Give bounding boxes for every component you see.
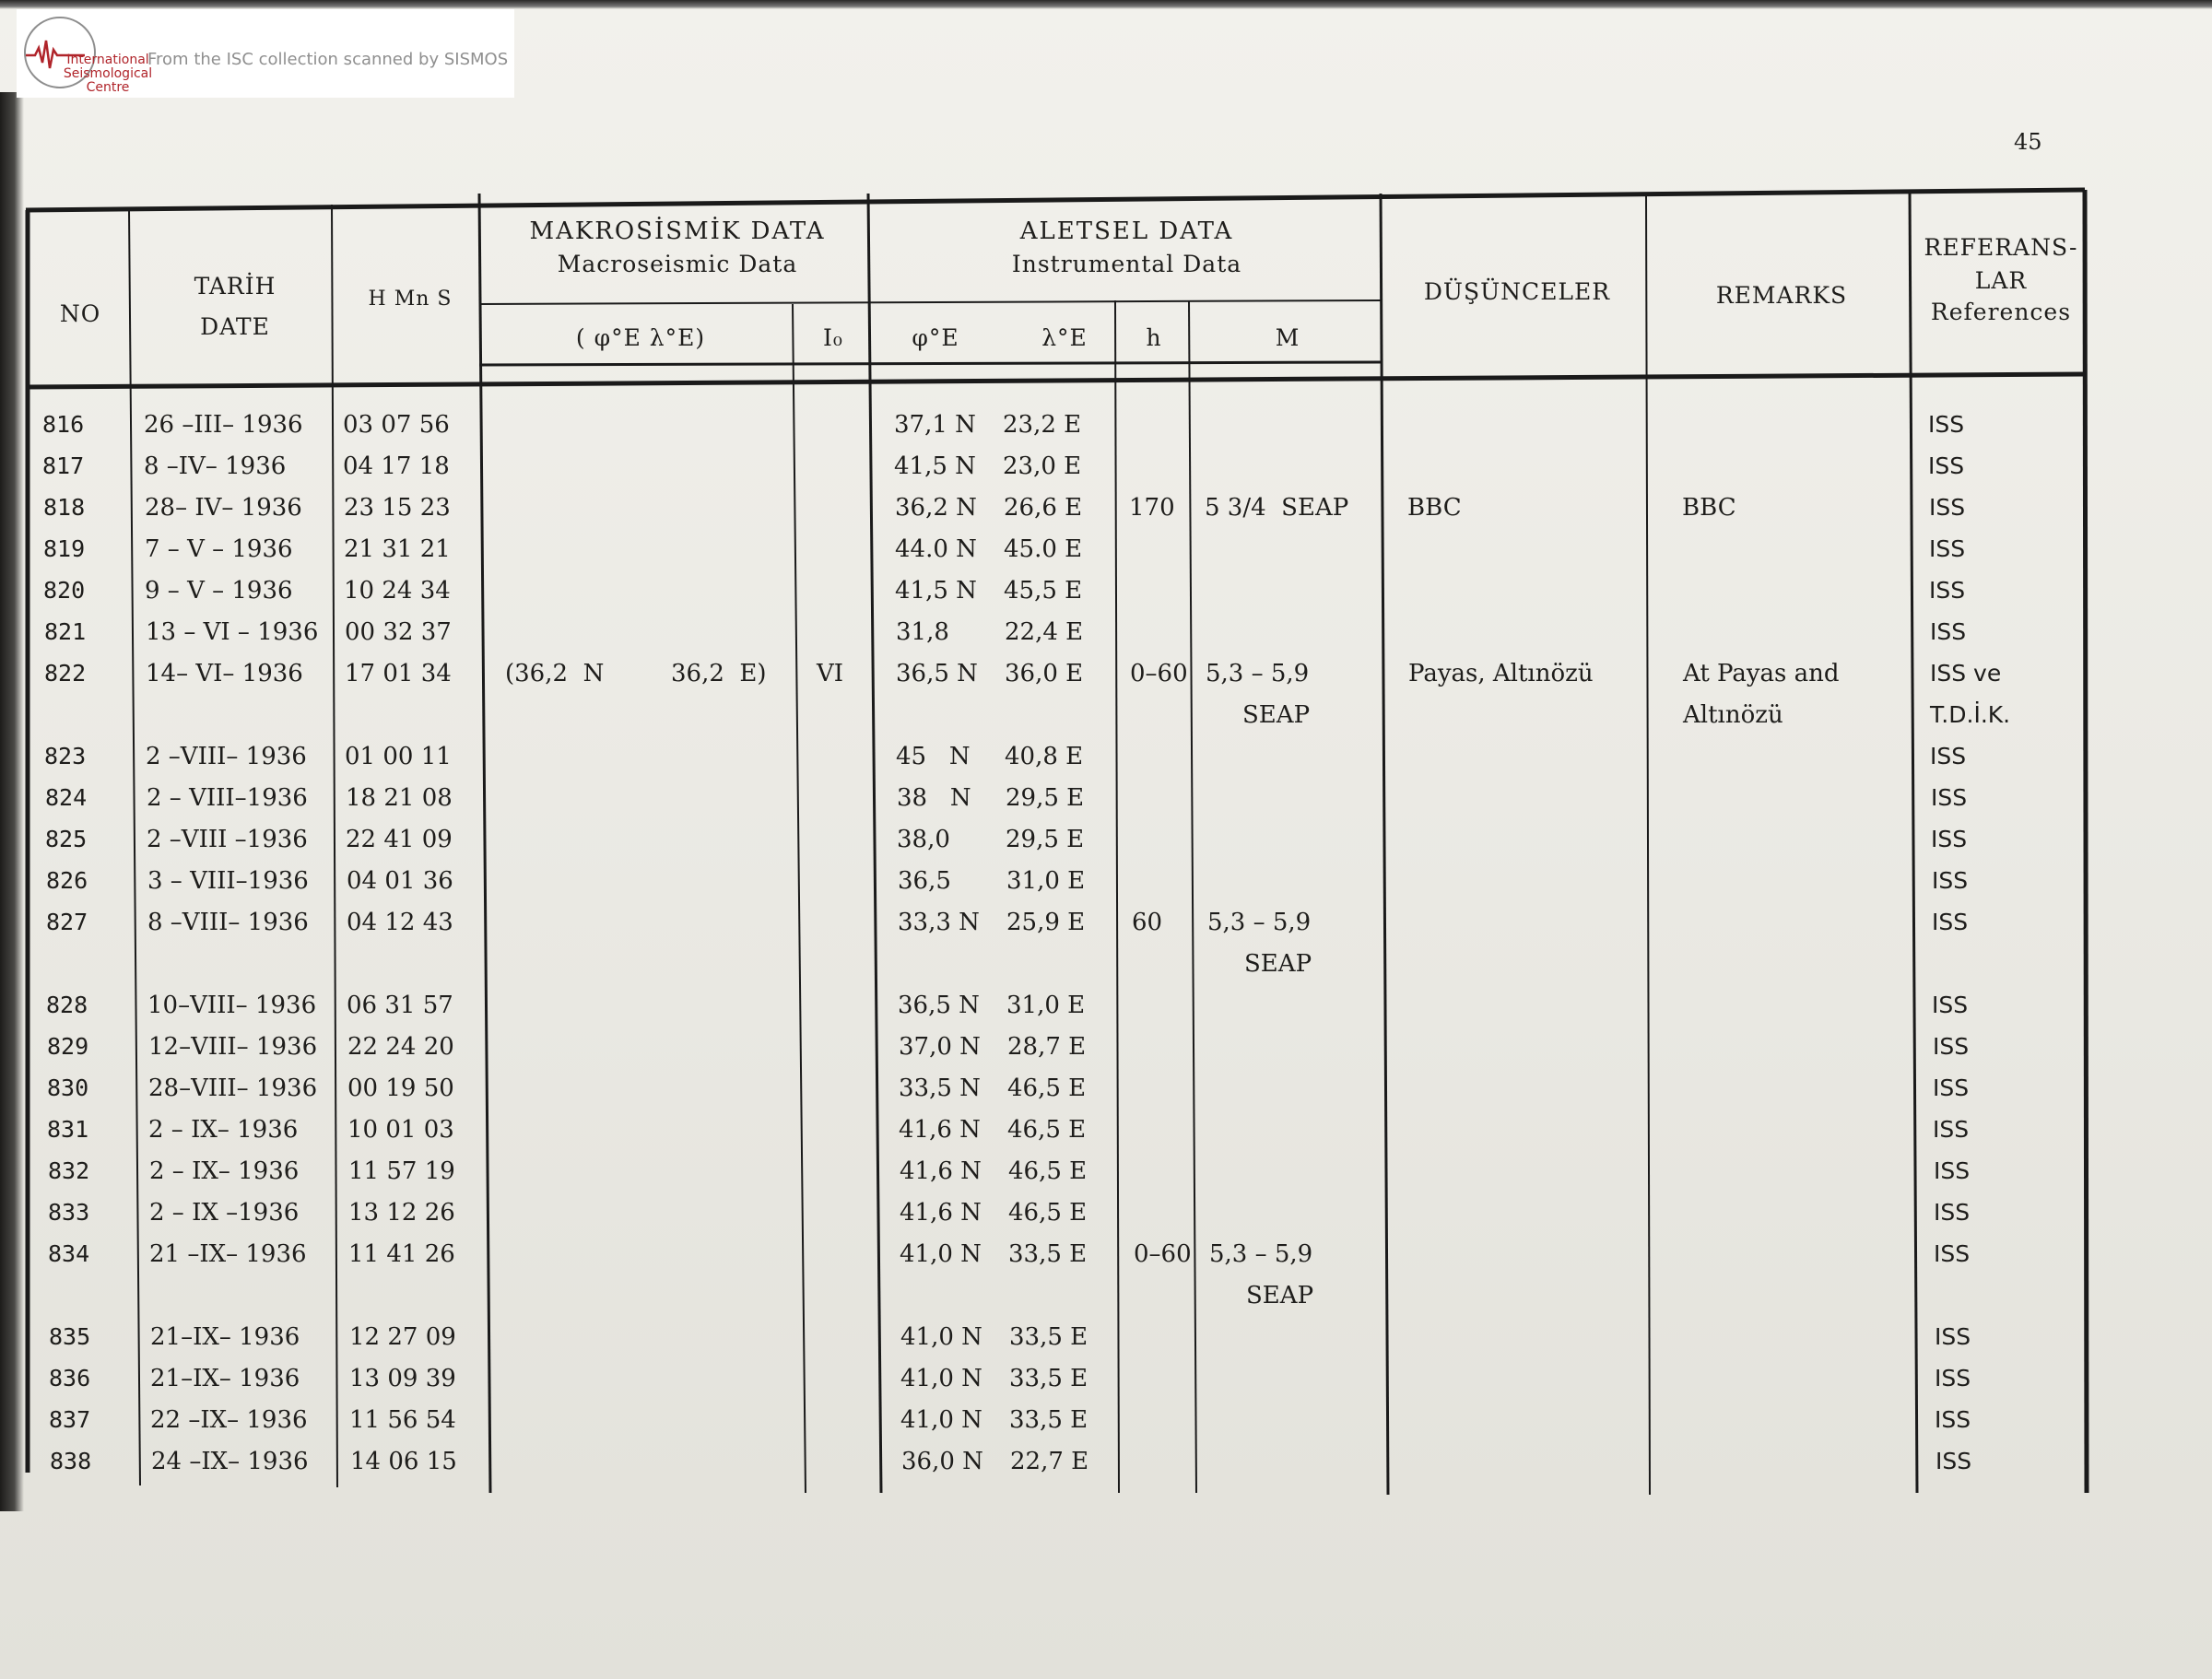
cell-date: 2 – IX –1936	[149, 1199, 300, 1227]
cell-lam: 31,0 E	[1006, 992, 1086, 1019]
cell-no: 821	[44, 618, 87, 645]
cell-date: 3 – VIII–1936	[147, 867, 309, 895]
cell-ref: ISS	[1930, 743, 1967, 769]
cell-h: 0–60	[1134, 1240, 1192, 1268]
cell-ref: ISS	[1929, 494, 1966, 521]
col-group-makrosismik: MAKROSİSMİK DATA	[529, 217, 826, 245]
col-header-m: M	[1275, 324, 1300, 351]
cell-time: 04 17 18	[343, 452, 450, 480]
cell-ref: ISS	[1929, 535, 1966, 562]
cell-lam: 36,0 E	[1005, 660, 1084, 687]
cell-no: 837	[49, 1406, 91, 1433]
cell-ref: ISS	[1931, 784, 1968, 811]
col-header-lar: LAR	[1974, 267, 2028, 294]
cell-date: 8 –VIII– 1936	[147, 909, 309, 936]
cell-ref: ISS	[1934, 1157, 1971, 1184]
cell-no: 816	[42, 411, 85, 438]
cell-date: 2 – IX– 1936	[149, 1157, 300, 1185]
cell-m: 5,3 – 5,9	[1207, 909, 1312, 936]
col-header-hmns: H Mn S	[368, 288, 453, 311]
cell-time: 10 01 03	[347, 1116, 454, 1144]
cell-mlam: 36,2 E)	[671, 660, 767, 687]
cell-no: 835	[49, 1323, 91, 1350]
cell-phi: 36,5	[898, 867, 951, 895]
cell-lam: 23,2 E	[1003, 411, 1082, 439]
cell-lam: 45,5 E	[1004, 577, 1083, 605]
cell-lam: 22,7 E	[1010, 1448, 1089, 1475]
cell-phi: 41,0 N	[900, 1323, 982, 1351]
scan-caption: From the ISC collection scanned by SISMOS	[147, 50, 509, 69]
cell-ref: ISS	[1936, 1448, 1972, 1474]
cell-lam: 33,5 E	[1009, 1365, 1088, 1392]
cell-lam: 45.0 E	[1004, 535, 1083, 563]
cell-no: 828	[46, 992, 88, 1018]
cell-m2: SEAP	[1246, 1282, 1314, 1309]
cell-io: VI	[817, 660, 844, 687]
cell-ref: ISS	[1930, 618, 1967, 645]
cell-phi: 38 N	[897, 784, 971, 812]
col-header-references: References	[1930, 299, 2072, 325]
cell-date: 24 –IX– 1936	[151, 1448, 309, 1475]
cell-time: 12 27 09	[349, 1323, 456, 1351]
cell-lam: 29,5 E	[1006, 826, 1085, 853]
cell-m2: SEAP	[1242, 701, 1311, 729]
cell-no: 833	[48, 1199, 90, 1226]
col-group-aletsel: ALETSEL DATA	[1019, 217, 1234, 245]
cell-m: 5,3 – 5,9	[1209, 1240, 1313, 1268]
cell-time: 03 07 56	[343, 411, 450, 439]
cell-ref: ISS	[1934, 1199, 1971, 1226]
cell-date: 21 –IX– 1936	[149, 1240, 307, 1268]
cell-ref: ISS	[1932, 909, 1969, 935]
cell-time: 04 12 43	[347, 909, 453, 936]
cell-lam: 46,5 E	[1007, 1116, 1087, 1144]
cell-ref: ISS	[1934, 1240, 1971, 1267]
col-group-macroseismic: Macroseismic Data	[557, 251, 798, 277]
col-header-h: h	[1146, 324, 1162, 351]
col-header-remarks: REMARKS	[1715, 282, 1848, 309]
col-header-lambda: λ°E	[1041, 324, 1088, 351]
cell-time: 10 24 34	[344, 577, 451, 605]
cell-no: 829	[47, 1033, 89, 1060]
cell-date: 28–VIII– 1936	[148, 1074, 318, 1102]
col-header-tarih: TARİH	[194, 273, 276, 299]
cell-no: 834	[48, 1240, 90, 1267]
cell-ref: ISS	[1928, 452, 1965, 479]
col-header-no: NO	[59, 300, 101, 327]
cell-phi: 36,5 N	[896, 660, 978, 687]
cell-date: 9 – V – 1936	[145, 577, 293, 605]
cell-phi: 41,6 N	[899, 1116, 981, 1144]
cell-rem: BBC	[1682, 494, 1736, 522]
cell-h: 60	[1132, 909, 1163, 936]
cell-lam: 46,5 E	[1008, 1199, 1088, 1227]
logo-line: Seismological	[63, 66, 153, 81]
cell-phi: 45 N	[896, 743, 971, 770]
cell-ref: ISS	[1935, 1323, 1971, 1350]
cell-h: 0–60	[1130, 660, 1188, 687]
cell-phi: 36,5 N	[898, 992, 980, 1019]
cell-date: 28– IV– 1936	[145, 494, 302, 522]
cell-no: 817	[42, 452, 85, 479]
cell-time: 22 24 20	[347, 1033, 454, 1061]
cell-date: 2 – IX– 1936	[148, 1116, 299, 1144]
logo-line: International	[66, 53, 149, 67]
cell-lam: 23,0 E	[1003, 452, 1082, 480]
cell-rem: At Payas and	[1683, 660, 1840, 687]
page-number: 45	[2014, 129, 2042, 155]
cell-phi: 41,5 N	[895, 577, 977, 605]
cell-ref: ISS	[1933, 1033, 1970, 1060]
cell-ref: ISS	[1932, 867, 1969, 894]
cell-phi: 36,0 N	[901, 1448, 983, 1475]
cell-time: 11 41 26	[348, 1240, 455, 1268]
cell-date: 22 –IX– 1936	[150, 1406, 308, 1434]
cell-rem2: Altınözü	[1683, 701, 1783, 729]
cell-time: 06 31 57	[347, 992, 453, 1019]
cell-phi: 41,6 N	[900, 1199, 982, 1227]
col-header-io: I₀	[823, 324, 843, 351]
cell-m2: SEAP	[1244, 950, 1312, 978]
cell-no: 832	[48, 1157, 90, 1184]
cell-no: 838	[50, 1448, 92, 1474]
cell-phi: 33,5 N	[899, 1074, 981, 1102]
cell-time: 11 57 19	[348, 1157, 455, 1185]
cell-phi: 36,2 N	[895, 494, 977, 522]
cell-no: 818	[43, 494, 86, 521]
cell-time: 23 15 23	[344, 494, 451, 522]
cell-phi: 44.0 N	[895, 535, 977, 563]
cell-time: 11 56 54	[349, 1406, 456, 1434]
cell-ref: ISS	[1933, 1116, 1970, 1143]
cell-m: 5,3 – 5,9	[1206, 660, 1310, 687]
cell-ref: ISS	[1932, 992, 1969, 1018]
cell-lam: 33,5 E	[1008, 1240, 1088, 1268]
cell-date: 2 –VIII– 1936	[146, 743, 307, 770]
cell-phi: 31,8	[896, 618, 949, 646]
cell-phi: 38,0	[897, 826, 950, 853]
cell-no: 819	[43, 535, 86, 562]
cell-date: 2 –VIII –1936	[147, 826, 308, 853]
cell-date: 26 –III– 1936	[144, 411, 303, 439]
cell-lam: 22,4 E	[1005, 618, 1084, 646]
cell-phi: 33,3 N	[898, 909, 980, 936]
cell-phi: 41,6 N	[900, 1157, 982, 1185]
cell-no: 830	[47, 1074, 89, 1101]
cell-phi: 41,5 N	[894, 452, 976, 480]
cell-lam: 26,6 E	[1004, 494, 1083, 522]
cell-date: 8 –IV– 1936	[144, 452, 287, 480]
cell-lam: 33,5 E	[1009, 1323, 1088, 1351]
cell-time: 13 12 26	[348, 1199, 455, 1227]
cell-no: 825	[45, 826, 88, 852]
col-header-macro-coords: ( φ°E λ°E)	[575, 324, 706, 351]
col-header-date: DATE	[200, 313, 270, 340]
cell-ref2: T.D.İ.K.	[1930, 701, 2011, 728]
cell-time: 04 01 36	[347, 867, 453, 895]
cell-time: 01 00 11	[345, 743, 452, 770]
col-group-instrumental: Instrumental Data	[1011, 251, 1242, 277]
cell-m: 5 3/4 SEAP	[1205, 494, 1349, 522]
cell-time: 18 21 08	[346, 784, 453, 812]
cell-lam: 31,0 E	[1006, 867, 1086, 895]
cell-lam: 33,5 E	[1009, 1406, 1088, 1434]
col-header-phi: φ°E	[912, 324, 959, 351]
cell-no: 831	[47, 1116, 89, 1143]
cell-lam: 29,5 E	[1006, 784, 1085, 812]
logo-line: Centre	[86, 80, 130, 95]
cell-date: 21–IX– 1936	[150, 1365, 300, 1392]
col-header-dusunceler: DÜŞÜNCELER	[1423, 278, 1611, 305]
cell-phi: 41,0 N	[900, 1406, 982, 1434]
cell-date: 21–IX– 1936	[150, 1323, 300, 1351]
cell-phi: 41,0 N	[900, 1365, 982, 1392]
col-header-referanslar: REFERANS-	[1924, 234, 2078, 261]
cell-date: 7 – V – 1936	[145, 535, 293, 563]
cell-ref: ISS	[1931, 826, 1968, 852]
cell-no: 836	[49, 1365, 91, 1391]
cell-time: 22 41 09	[346, 826, 453, 853]
cell-ref: ISS	[1935, 1406, 1971, 1433]
cell-no: 820	[43, 577, 86, 604]
cell-date: 2 – VIII–1936	[147, 784, 308, 812]
cell-time: 14 06 15	[350, 1448, 457, 1475]
cell-ref: ISS	[1929, 577, 1966, 604]
cell-lam: 46,5 E	[1007, 1074, 1087, 1102]
cell-date: 14– VI– 1936	[146, 660, 303, 687]
cell-ref: ISS ve	[1930, 660, 2002, 687]
cell-time: 00 32 37	[345, 618, 452, 646]
cell-lam: 28,7 E	[1007, 1033, 1087, 1061]
cell-date: 12–VIII– 1936	[148, 1033, 318, 1061]
cell-lam: 25,9 E	[1006, 909, 1086, 936]
cell-dus: BBC	[1407, 494, 1462, 522]
cell-dus: Payas, Altınözü	[1408, 660, 1594, 687]
cell-ref: ISS	[1933, 1074, 1970, 1101]
cell-phi: 37,0 N	[899, 1033, 981, 1061]
cell-no: 824	[45, 784, 88, 811]
cell-mphi: (36,2 N	[505, 660, 605, 687]
cell-ref: ISS	[1935, 1365, 1971, 1391]
cell-time: 00 19 50	[347, 1074, 454, 1102]
cell-phi: 41,0 N	[900, 1240, 982, 1268]
cell-h: 170	[1129, 494, 1175, 522]
cell-time: 13 09 39	[349, 1365, 456, 1392]
cell-no: 827	[46, 909, 88, 935]
cell-time: 21 31 21	[344, 535, 451, 563]
cell-phi: 37,1 N	[894, 411, 976, 439]
cell-no: 826	[46, 867, 88, 894]
cell-no: 823	[44, 743, 87, 769]
cell-lam: 40,8 E	[1005, 743, 1084, 770]
cell-ref: ISS	[1928, 411, 1965, 438]
cell-no: 822	[44, 660, 87, 687]
cell-date: 10–VIII– 1936	[147, 992, 317, 1019]
cell-lam: 46,5 E	[1008, 1157, 1088, 1185]
cell-date: 13 – VI – 1936	[146, 618, 319, 646]
cell-time: 17 01 34	[345, 660, 452, 687]
